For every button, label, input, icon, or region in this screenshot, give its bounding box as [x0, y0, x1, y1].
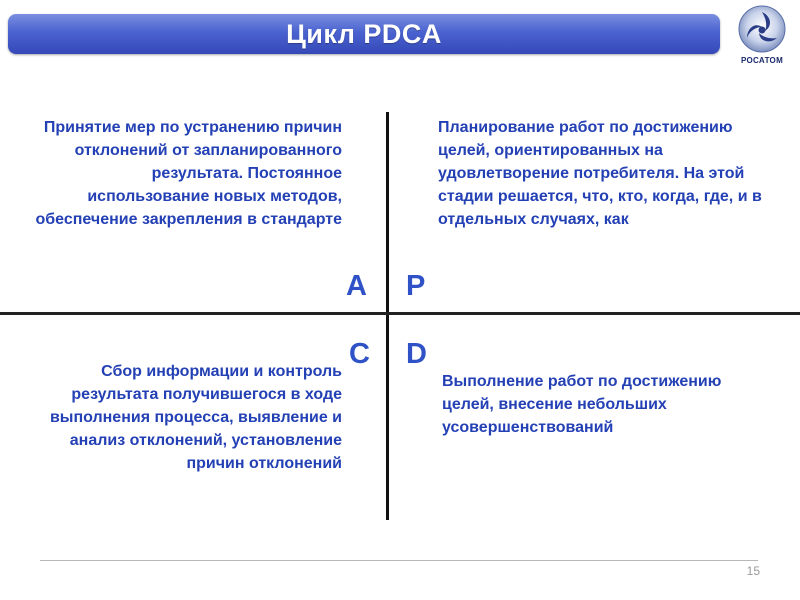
title-bar: [8, 14, 720, 54]
vertical-divider: [386, 112, 389, 520]
page-title: Цикл PDCA: [286, 18, 442, 49]
act-letter: A: [346, 270, 367, 302]
rosatom-emblem-icon: [735, 4, 789, 54]
footer-divider: [40, 560, 758, 561]
do-letter: D: [406, 338, 427, 370]
plan-letter: P: [406, 270, 426, 302]
horizontal-divider: [0, 312, 800, 315]
page-number: 15: [746, 564, 760, 578]
rosatom-logo: [733, 4, 791, 70]
check-letter: C: [349, 338, 370, 370]
plan-description: Планирование работ по достижению целей, ориентированных на удовлетворение потребителя. На этой стадии решается, что, кто, когда, где, и в отдельных случаях, как: [438, 119, 762, 228]
logo-text: РОСАТОМ: [740, 56, 784, 65]
do-description: Выполнение работ по достижению целей, внесение небольших усовершенствований: [442, 373, 722, 436]
check-description: Сбор информации и контроль результата получившегося в ходе выполнения процесса, выявление и анализ отклонений, установление причин отклонений: [49, 363, 342, 472]
act-description: Принятие мер по устранению причин отклонений от запланированного результата. Постоянное использование новых методов, обеспечение закрепления в стандарте: [35, 119, 342, 228]
